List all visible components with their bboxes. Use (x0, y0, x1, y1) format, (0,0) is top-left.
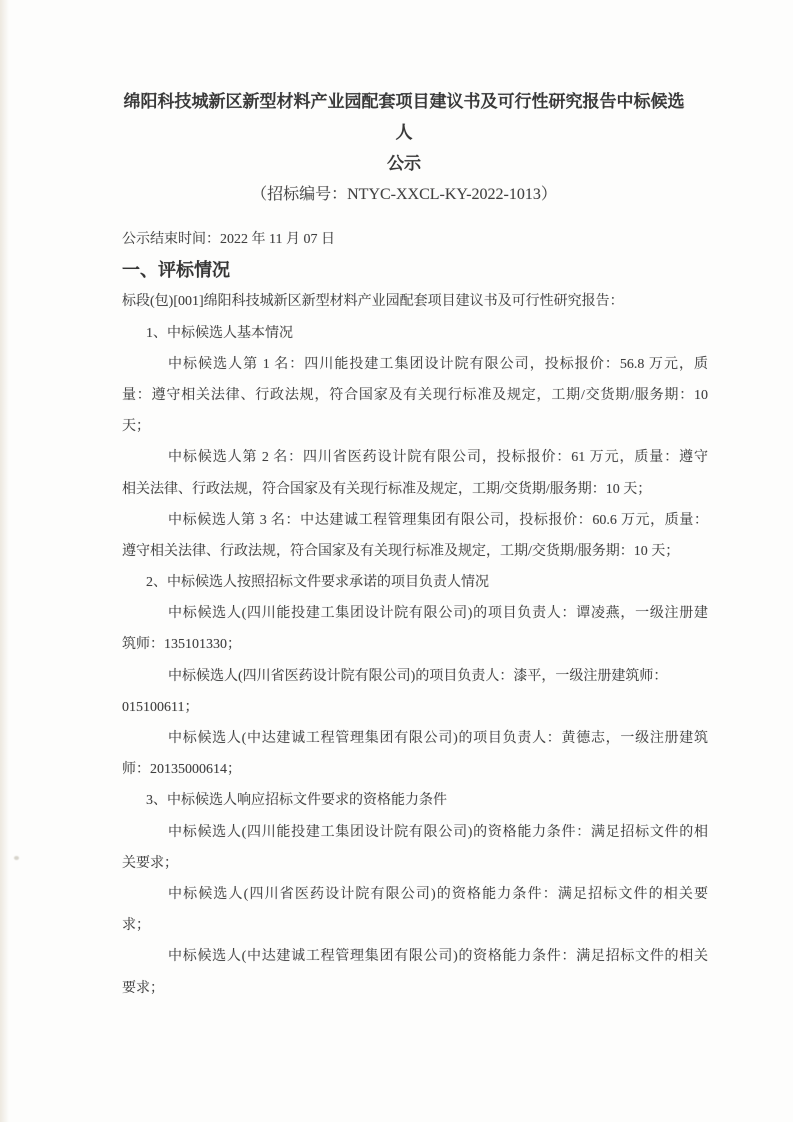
qualification-3-line-2: 要求； (122, 980, 164, 996)
subsection-2-heading: 2、中标候选人按照招标文件要求承诺的项目负责人情况 (146, 575, 489, 591)
scan-artifact-speck (14, 856, 19, 860)
title-block (122, 86, 686, 210)
candidate-2-basic-line-1: 中标候选人第 2 名：四川省医药设计院有限公司，投标报价：61 万元，质量：遵守 (168, 450, 708, 466)
qualification-1-line-2: 关要求； (122, 855, 178, 871)
qualification-1-line-1: 中标候选人(四川能投建工集团设计院有限公司)的资格能力条件：满足招标文件的相 (168, 824, 708, 840)
subsection-3-heading: 3、中标候选人响应招标文件要求的资格能力条件 (146, 793, 447, 809)
candidate-2-basic-line-2: 相关法律、行政法规，符合国家及有关现行标准及规定，工期/交货期/服务期：10 天； (122, 481, 652, 497)
section-1-heading: 一、评标情况 (122, 260, 230, 281)
manager-2-line-2: 015100611； (122, 699, 199, 715)
manager-2-line-1: 中标候选人(四川省医药设计院有限公司)的项目负责人：漆平，一级注册建筑师： (168, 668, 668, 684)
qualification-2-line-1: 中标候选人(四川省医药设计院有限公司)的资格能力条件：满足招标文件的相关要 (168, 886, 708, 902)
manager-3-line-1: 中标候选人(中达建诚工程管理集团有限公司)的项目负责人：黄德志，一级注册建筑 (168, 731, 708, 746)
tender-number: （招标编号：NTYC-XXCL-KY-2022-1013） (251, 186, 557, 203)
candidate-1-basic-line-3: 天； (122, 419, 150, 435)
qualification-3-line-1: 中标候选人(中达建诚工程管理集团有限公司)的资格能力条件：满足招标文件的相关 (168, 949, 708, 965)
publicity-end-date: 公示结束时间：2022 年 11 月 07 日 (122, 232, 335, 247)
manager-1-line-2: 筑师：135101330； (122, 637, 241, 653)
candidate-3-basic-line-1: 中标候选人第 3 名：中达建诚工程管理集团有限公司，投标报价：60.6 万元，质量： (168, 512, 708, 528)
page-title (122, 86, 686, 179)
subsection-1-heading: 1、中标候选人基本情况 (146, 325, 293, 341)
qualification-2-line-2: 求； (122, 918, 150, 934)
document-body (122, 224, 708, 1004)
candidate-1-basic-line-2: 量：遵守相关法律、行政法规，符合国家及有关现行标准及规定，工期/交货期/服务期：10 (122, 387, 708, 403)
candidate-3-basic-line-2: 遵守相关法律、行政法规，符合国家及有关现行标准及规定，工期/交货期/服务期：10 天； (122, 543, 680, 559)
page-title-line1: 绵阳科技城新区新型材料产业园配套项目建议书及可行性研究报告中标候选人 (123, 92, 685, 142)
manager-3-line-2: 师：20135000614； (122, 762, 241, 778)
lot-intro-line: 标段(包)[001]绵阳科技城新区新型材料产业园配套项目建议书及可行性研究报告： (122, 294, 624, 310)
candidate-1-basic-line-1: 中标候选人第 1 名：四川能投建工集团设计院有限公司，投标报价：56.8 万元，质 (168, 356, 708, 372)
manager-1-line-1: 中标候选人(四川能投建工集团设计院有限公司)的项目负责人：谭凌燕，一级注册建 (168, 606, 708, 622)
page-title-line2: 公示 (387, 154, 421, 173)
